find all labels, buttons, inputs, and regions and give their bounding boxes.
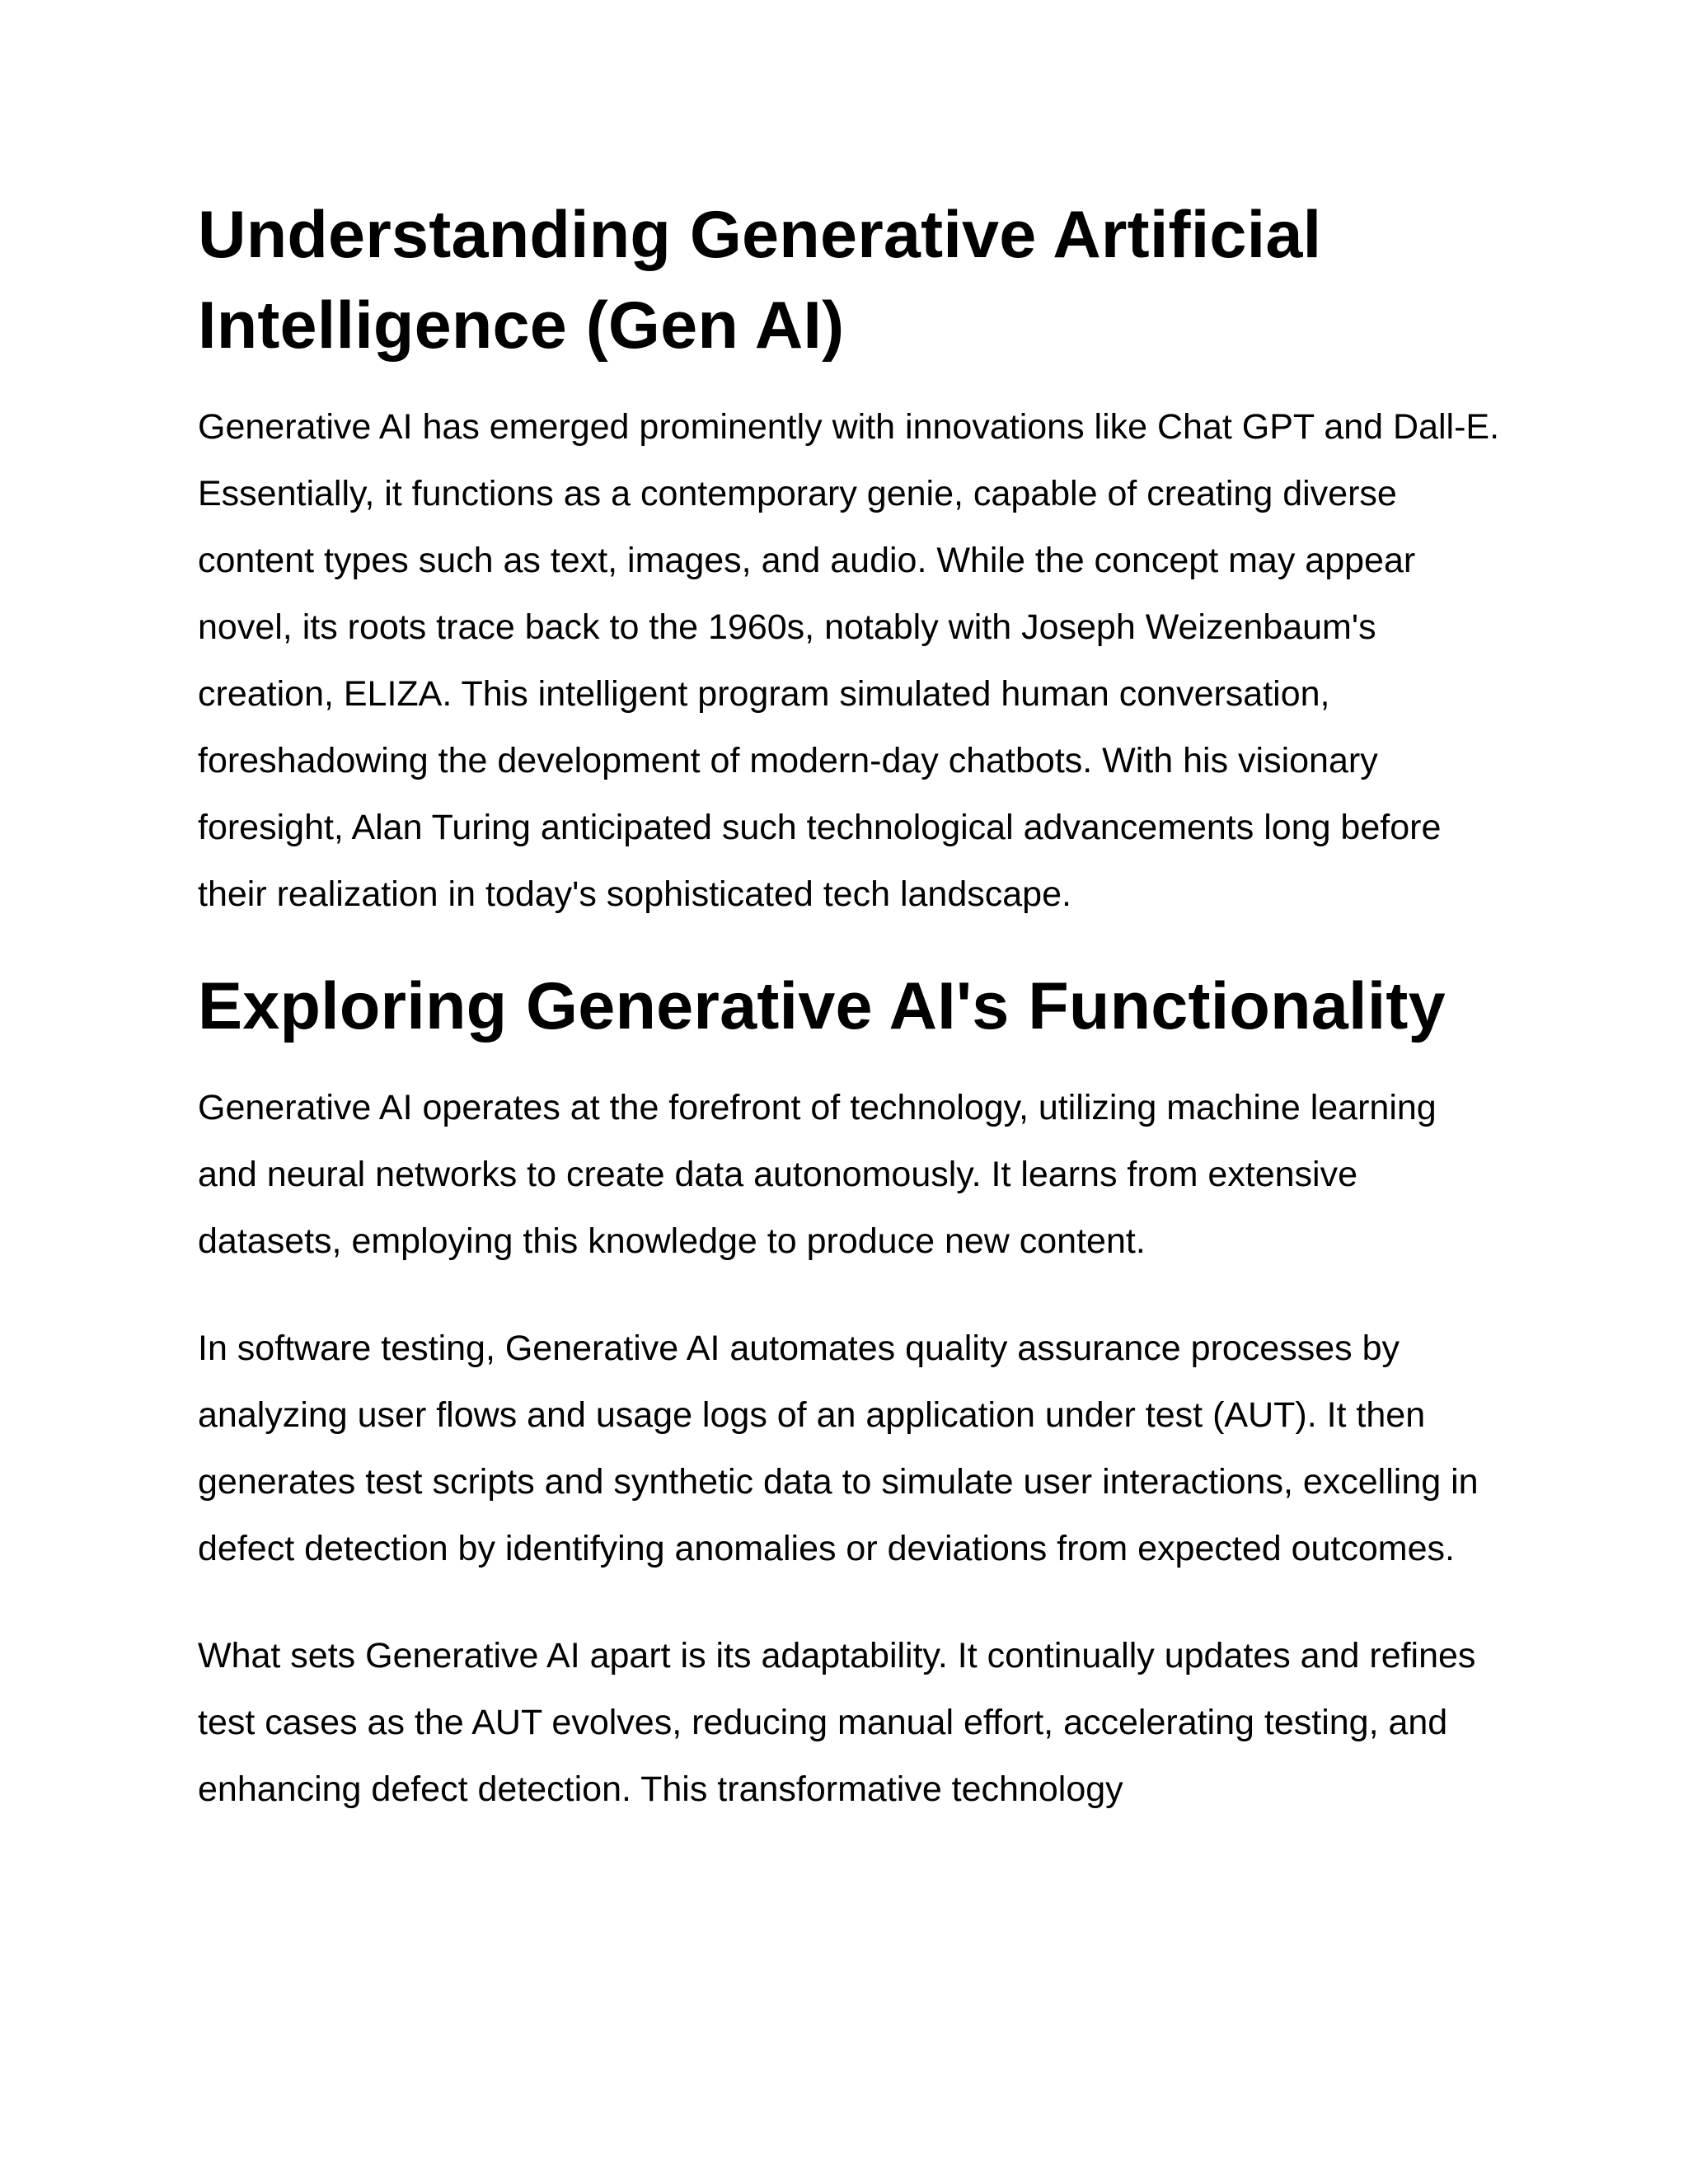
section-heading-exploring-functionality: Exploring Generative AI's Functionality: [198, 969, 1446, 1043]
paragraph-software-testing: In software testing, Generative AI automates quality assurance processes by analyzing user flows and usage logs of an application under test (AUT). It then generates test scripts and synthetic data to simulate user interactions, excelling in defect detection by identifying anomalies or deviations from expected outcomes.: [198, 1329, 1479, 1568]
section-heading-understanding-gen-ai: Understanding Generative Artificial Intelligence (Gen AI): [198, 198, 1322, 363]
paragraph-gen-ai-operation: Generative AI operates at the forefront of technology, utilizing machine learning and neural networks to create data autonomously. It learns from extensive datasets, employing this knowledge to produce new content.: [198, 1088, 1437, 1261]
document-page: [198, 190, 1500, 1823]
paragraph-adaptability: What sets Generative AI apart is its adaptability. It continually updates and refines test cases as the AUT evolves, reducing manual effort, accelerating testing, and enhancing defect detection. This transformative technology: [198, 1636, 1476, 1809]
paragraph-gen-ai-history: Generative AI has emerged prominently with innovations like Chat GPT and Dall-E. Essentially, it functions as a contemporary genie, capable of creating diverse content types such as text, images, and audio. While the concept may appear novel, its roots trace back to the 1960s, notably with Joseph Weizenbaum's creation, ELIZA. This intelligent program simulated human conversation, foreshadowing the development of modern-day chatbots. With his visionary foresight, Alan Turing anticipated such technological advancements long before their realization in today's sophisticated tech landscape.: [198, 407, 1500, 914]
